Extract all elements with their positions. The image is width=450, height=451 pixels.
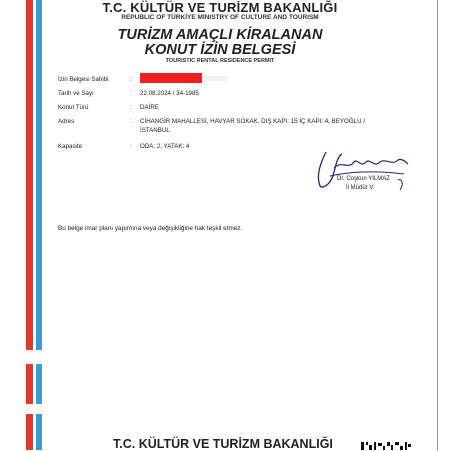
ribbon-red-stripe xyxy=(26,0,33,450)
field-separator: : xyxy=(130,90,132,97)
signatory-name: Dr. Coşkun YILMAZ xyxy=(337,176,390,182)
field-separator: : xyxy=(130,118,132,125)
field-separator: : xyxy=(130,76,132,83)
residence-type-value: DAİRE xyxy=(140,104,159,111)
ministry-name-en: REPUBLIC OF TÜRKİYE MINISTRY OF CULTURE AND TOURISM xyxy=(121,14,319,21)
redaction-fade xyxy=(202,76,228,81)
field-separator: : xyxy=(130,143,132,150)
address-label: Adres xyxy=(58,118,75,125)
flag-ribbon xyxy=(26,0,44,450)
date-number-value: 22.08.2024 / 34-1985 xyxy=(140,90,199,97)
document-title-en: TOURISTIC RENTAL RESIDENCE PERMIT xyxy=(165,58,275,64)
legal-note: Bu belge imar planı yapımına veya değişikliğine hak teşkil etmez. xyxy=(58,225,243,232)
ribbon-gap xyxy=(26,350,44,364)
ribbon-blue-stripe xyxy=(36,0,42,450)
capacity-value: ODA: 2, YATAK: 4 xyxy=(140,143,190,150)
document-title-line1: TURİZM AMAÇLI KİRALANAN xyxy=(117,27,323,43)
page-border xyxy=(437,0,438,450)
field-separator: : xyxy=(130,104,132,111)
signatory-title: İl Müdür V. xyxy=(346,185,375,191)
permit-holder-label: İzin Belgesi Sahibi xyxy=(58,76,109,83)
ministry-name: T.C. KÜLTÜR VE TURİZM BAKANLIĞI xyxy=(102,0,338,15)
address-line1: CİHANGİR MAHALLESİ, HAVYAR SOKAK, DIŞ KAPI: 15 İÇ KAPI: 4, BEYOĞLU / xyxy=(140,118,365,125)
date-number-label: Tarih ve Sayı xyxy=(58,90,94,97)
document-title-line2: KONUT İZİN BELGESİ xyxy=(144,42,296,58)
capacity-label: Kapasite xyxy=(58,143,83,150)
ribbon-gap xyxy=(26,404,44,414)
residence-type-label: Konut Türü xyxy=(58,104,89,111)
next-page-ministry-name: T.C. KÜLTÜR VE TURİZM BAKANLIĞI xyxy=(113,437,333,451)
qr-code-fragment xyxy=(360,441,412,450)
redacted-holder-name xyxy=(140,73,202,83)
address-line2: İSTANBUL xyxy=(140,127,170,134)
